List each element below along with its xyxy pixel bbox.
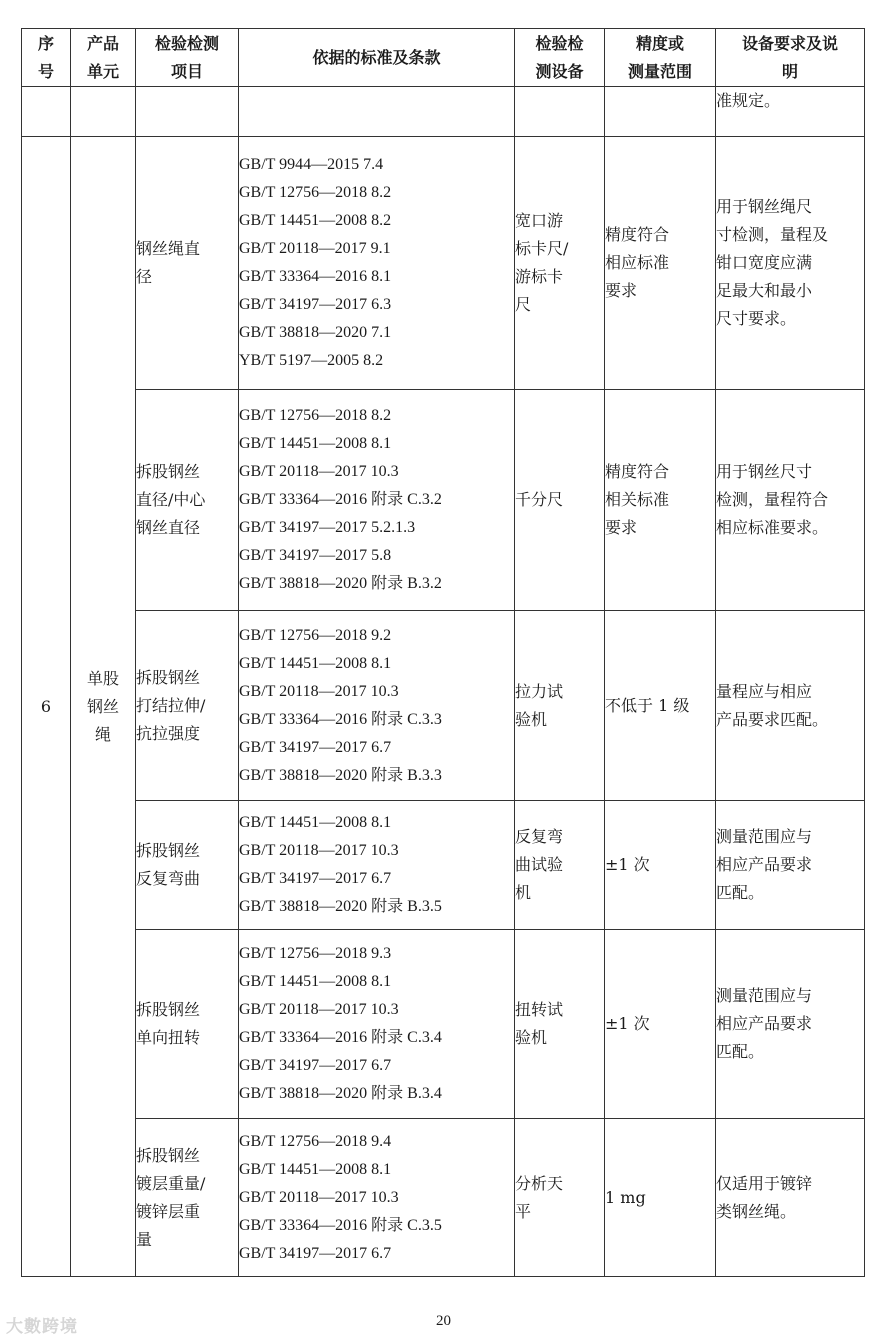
precision-cell-line: 1 mg	[605, 1187, 646, 1207]
standard-cell	[239, 390, 515, 611]
standard-cell-line: GB/T 38818—2020 附录 B.3.4	[239, 1085, 442, 1102]
equipment-cell-line: 曲试验	[515, 855, 564, 874]
item-cell-line: 拆股钢丝	[136, 462, 201, 481]
group-unit-line: 单股	[86, 668, 119, 688]
table-row	[22, 137, 865, 390]
carry-description: 准规定。	[716, 87, 865, 137]
equipment-cell-line: 验机	[515, 1028, 548, 1047]
precision-cell-line: 精度符合	[605, 225, 670, 244]
precision-cell-line: 精度符合	[605, 462, 670, 481]
standard-cell	[239, 137, 515, 390]
item-cell	[136, 930, 239, 1119]
carry-item	[136, 87, 239, 137]
standard-cell-line: GB/T 33364—2016 附录 C.3.2	[239, 491, 442, 508]
item-cell-line: 直径/中心	[136, 490, 206, 509]
description-cell-line: 量程应与相应	[716, 681, 813, 701]
precision-cell	[605, 611, 716, 801]
equipment-cell	[515, 930, 605, 1119]
precision-cell	[605, 137, 716, 390]
description-cell-line: 用于钢丝绳尺	[716, 197, 813, 216]
standard-cell-line: GB/T 20118—2017 10.3	[239, 1188, 399, 1206]
table-row	[22, 801, 865, 930]
item-cell-line: 钢丝绳直	[136, 239, 201, 258]
description-cell	[716, 930, 865, 1119]
equipment-cell-line: 拉力试	[515, 681, 564, 701]
description-cell-line: 相应标准要求。	[716, 518, 829, 537]
item-cell	[136, 1119, 239, 1277]
standard-cell-line: GB/T 12756—2018 9.2	[239, 626, 392, 644]
group-unit-line: 钢丝	[86, 696, 119, 716]
table-row	[22, 611, 865, 801]
description-cell-line: 产品要求匹配。	[716, 709, 829, 729]
standard-cell	[239, 611, 515, 801]
standard-cell	[239, 1119, 515, 1277]
carry-seq	[22, 87, 71, 137]
item-cell-line: 拆股钢丝	[136, 1000, 201, 1019]
group-unit	[71, 137, 136, 1277]
precision-cell	[605, 930, 716, 1119]
description-cell-line: 钳口宽度应满	[716, 253, 813, 272]
standard-cell-line: GB/T 14451—2008 8.1	[239, 1160, 392, 1178]
item-cell-line: 抗拉强度	[136, 723, 201, 743]
item-cell-line: 拆股钢丝	[136, 667, 201, 687]
header-standard: 依据的标准及条款	[239, 29, 515, 87]
item-cell-line: 镀锌层重	[136, 1201, 201, 1221]
description-cell-line: 类钢丝绳。	[716, 1201, 797, 1221]
standard-cell-line: GB/T 12756—2018 8.2	[239, 184, 392, 201]
description-cell-line: 检测，量程符合	[716, 490, 829, 509]
carry-precision	[605, 87, 716, 137]
standard-cell-line: GB/T 38818—2020 附录 B.3.3	[239, 766, 442, 784]
header-row	[22, 29, 865, 87]
equipment-cell-line: 千分尺	[515, 490, 564, 509]
standard-cell-line: GB/T 34197—2017 6.7	[239, 870, 392, 887]
header-equipment: 检验检 测设备	[515, 29, 605, 87]
standard-cell-line: GB/T 38818—2020 7.1	[239, 324, 392, 341]
standard-cell-line: GB/T 20118—2017 9.1	[239, 240, 391, 257]
precision-cell	[605, 1119, 716, 1277]
standard-cell-line: GB/T 33364—2016 附录 C.3.3	[239, 710, 442, 728]
description-cell-line: 相应产品要求	[716, 855, 813, 874]
equipment-cell-line: 机	[515, 883, 532, 902]
table-row	[22, 1119, 865, 1277]
standard-cell-line: GB/T 34197—2017 5.8	[239, 547, 392, 564]
standard-cell-line: GB/T 12756—2018 8.2	[239, 407, 392, 424]
description-cell-line: 用于钢丝尺寸	[716, 462, 813, 481]
description-cell-line: 尺寸要求。	[716, 309, 797, 328]
header-description: 设备要求及说 明	[716, 29, 865, 87]
item-cell-line: 镀层重量/	[136, 1173, 206, 1193]
carry-unit	[71, 87, 136, 137]
standard-cell-line: GB/T 14451—2008 8.1	[239, 435, 392, 452]
description-cell-line: 匹配。	[716, 1042, 765, 1061]
header-precision: 精度或 测量范围	[605, 29, 716, 87]
group-seq: 6	[22, 137, 71, 1277]
standard-cell-line: GB/T 14451—2008 8.2	[239, 212, 392, 229]
description-cell-line: 匹配。	[716, 883, 765, 902]
group-unit-line: 绳	[94, 724, 111, 744]
standard-cell-line: GB/T 12756—2018 9.3	[239, 945, 392, 962]
item-cell	[136, 137, 239, 390]
equipment-cell-line: 验机	[515, 709, 548, 729]
description-cell-line: 寸检测，量程及	[716, 225, 829, 244]
header-item: 检验检测 项目	[136, 29, 239, 87]
standard-cell-line: GB/T 33364—2016 附录 C.3.4	[239, 1029, 442, 1046]
standard-cell-line: GB/T 33364—2016 8.1	[239, 268, 392, 285]
equipment-cell	[515, 137, 605, 390]
item-cell-line: 量	[136, 1229, 153, 1249]
standard-cell-line: GB/T 34197—2017 6.3	[239, 296, 392, 313]
header-unit: 产品 单元	[71, 29, 136, 87]
equipment-cell-line: 宽口游	[515, 211, 564, 230]
equipment-cell-line: 游标卡	[515, 267, 564, 286]
item-cell-line: 拆股钢丝	[136, 841, 201, 860]
equipment-cell-line: 标卡尺/	[515, 239, 569, 258]
equipment-cell-line: 平	[515, 1201, 532, 1221]
standard-cell-line: GB/T 33364—2016 附录 C.3.5	[239, 1216, 442, 1234]
description-cell	[716, 137, 865, 390]
equipment-cell	[515, 1119, 605, 1277]
header-seq: 序 号	[22, 29, 71, 87]
standard-cell-line: GB/T 20118—2017 10.3	[239, 842, 399, 859]
description-cell	[716, 801, 865, 930]
standard-cell-line: GB/T 12756—2018 9.4	[239, 1132, 392, 1150]
precision-cell	[605, 390, 716, 611]
description-cell-line: 足最大和最小	[716, 281, 813, 300]
precision-cell-line: 相关标准	[605, 490, 670, 509]
standard-cell-line: GB/T 20118—2017 10.3	[239, 463, 399, 480]
equipment-cell-line: 分析天	[515, 1173, 564, 1193]
description-cell	[716, 390, 865, 611]
table-row	[22, 930, 865, 1119]
standard-cell	[239, 801, 515, 930]
equipment-cell	[515, 390, 605, 611]
item-cell-line: 打结拉伸/	[136, 695, 206, 715]
description-cell-line: 仅适用于镀锌	[716, 1173, 813, 1193]
item-cell-line: 单向扭转	[136, 1028, 201, 1047]
standard-cell-line: GB/T 34197—2017 5.2.1.3	[239, 519, 416, 536]
standard-cell-line: GB/T 34197—2017 6.7	[239, 1244, 392, 1262]
equipment-cell-line: 反复弯	[515, 827, 564, 846]
precision-cell-line: 要求	[605, 518, 638, 537]
equipment-cell-line: 扭转试	[515, 1000, 564, 1019]
page-number: 20	[436, 1313, 451, 1329]
item-cell-line: 径	[136, 267, 153, 286]
carry-standard	[239, 87, 515, 137]
equipment-cell-line: 尺	[515, 295, 532, 314]
standard-cell-line: GB/T 20118—2017 10.3	[239, 1001, 399, 1018]
standard-cell-line: GB/T 34197—2017 6.7	[239, 1057, 392, 1074]
standard-cell-line: GB/T 38818—2020 附录 B.3.2	[239, 575, 442, 592]
watermark-logo: 大數跨境	[6, 1317, 78, 1337]
standard-cell-line: GB/T 34197—2017 6.7	[239, 738, 392, 756]
item-cell	[136, 801, 239, 930]
item-cell	[136, 611, 239, 801]
standard-cell-line: YB/T 5197—2005 8.2	[239, 352, 384, 369]
description-cell	[716, 1119, 865, 1277]
description-cell	[716, 611, 865, 801]
equipment-cell	[515, 801, 605, 930]
standard-cell-line: GB/T 14451—2008 8.1	[239, 814, 392, 831]
item-cell	[136, 390, 239, 611]
carry-equipment	[515, 87, 605, 137]
item-cell-line: 钢丝直径	[136, 518, 201, 537]
standard-cell-line: GB/T 14451—2008 8.1	[239, 973, 392, 990]
standards-table	[21, 28, 865, 1277]
equipment-cell	[515, 611, 605, 801]
item-cell-line: 反复弯曲	[136, 869, 201, 888]
precision-cell	[605, 801, 716, 930]
precision-cell-line: 相应标准	[605, 253, 670, 272]
precision-cell-line: ±1 次	[605, 855, 650, 874]
standard-cell-line: GB/T 9944—2015 7.4	[239, 156, 384, 173]
standard-cell-line: GB/T 14451—2008 8.1	[239, 654, 392, 672]
table-row	[22, 390, 865, 611]
precision-cell-line: 不低于 1 级	[605, 695, 690, 715]
standard-cell	[239, 930, 515, 1119]
description-cell-line: 测量范围应与	[716, 986, 813, 1005]
standard-cell-line: GB/T 38818—2020 附录 B.3.5	[239, 898, 442, 915]
carry-over-row	[22, 87, 865, 137]
description-cell-line: 测量范围应与	[716, 827, 813, 846]
precision-cell-line: 要求	[605, 281, 638, 300]
standard-cell-line: GB/T 20118—2017 10.3	[239, 682, 399, 700]
description-cell-line: 相应产品要求	[716, 1014, 813, 1033]
item-cell-line: 拆股钢丝	[136, 1145, 201, 1165]
precision-cell-line: ±1 次	[605, 1014, 650, 1033]
